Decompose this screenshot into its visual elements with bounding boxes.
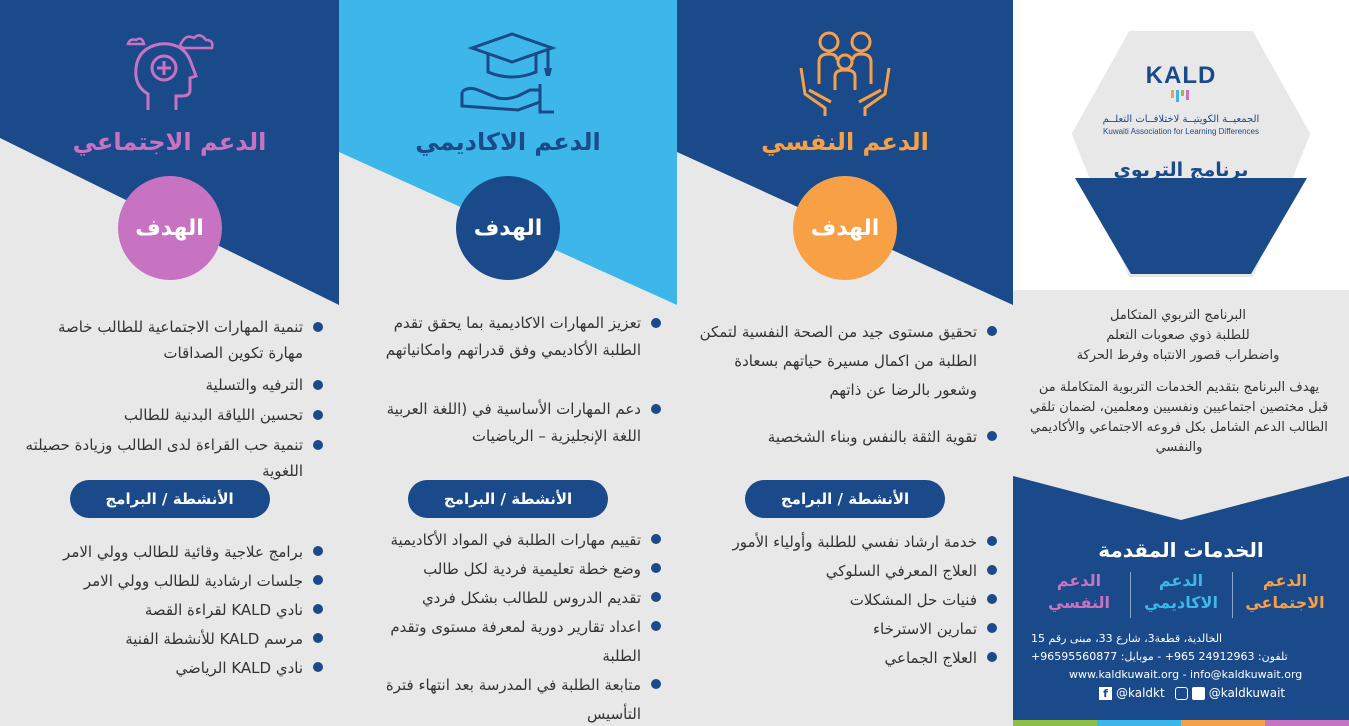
facebook-icon[interactable]: f xyxy=(1099,687,1112,700)
social-goals-list xyxy=(23,314,323,484)
social-activities-pill: الأنشطة / البرامج xyxy=(70,480,270,518)
color-bar-segment xyxy=(1265,720,1349,726)
program-intro xyxy=(1033,306,1323,366)
list-item: تحسين اللياقة البدنية للطالب xyxy=(23,402,323,428)
service-line: الاكاديمي xyxy=(1144,593,1218,612)
list-item: متابعة الطلبة في المدرسة بعد انتهاء فترة التأسيس xyxy=(361,671,661,726)
psych-goals-list xyxy=(697,318,997,452)
graduation-cap-hand-icon xyxy=(458,28,558,118)
service-line: الدعم xyxy=(1262,571,1308,590)
logo-color-bars-icon xyxy=(1161,90,1201,104)
logo-text: KALD xyxy=(1145,62,1217,89)
academic-goal-circle: الهدف xyxy=(456,176,560,280)
social-support-panel xyxy=(0,0,339,726)
services-title: الخدمات المقدمة xyxy=(1098,538,1264,562)
color-bar-segment xyxy=(1097,720,1181,726)
psych-goal-circle: الهدف xyxy=(793,176,897,280)
list-item: تنمية حب القراءة لدى الطالب وزيادة حصيلته اللغوية xyxy=(23,432,323,484)
social-handle-b[interactable]: @kaldkuwait xyxy=(1208,686,1286,700)
program-info-panel xyxy=(1013,0,1349,726)
social-title: الدعم الاجتماعي xyxy=(72,128,267,156)
service-line: الاجتماعي xyxy=(1245,593,1325,612)
program-title-line: المتكامل xyxy=(1140,189,1222,211)
service-line: الدعم xyxy=(1158,571,1204,590)
program-title xyxy=(1013,155,1349,215)
divider xyxy=(1232,572,1233,618)
address: الخالدية، قطعة3، شارع 33، مبنى رقم 15 xyxy=(1031,632,1223,645)
academic-activities-list xyxy=(361,526,661,726)
list-item: تقوية الثقة بالنفس وبناء الشخصية xyxy=(697,423,997,452)
color-bar-segment xyxy=(1181,720,1265,726)
academic-goals-list xyxy=(361,310,661,450)
list-item: خدمة ارشاد نفسي للطلبة وأولياء الأمور xyxy=(697,528,997,557)
psych-activities-list xyxy=(697,528,997,673)
phone: تلفون: 24912963 965+ - موبايل: 96595560877+ xyxy=(1031,650,1288,663)
psych-activities-pill: الأنشطة / البرامج xyxy=(745,480,945,518)
list-item: العلاج المعرفي السلوكي xyxy=(697,557,997,586)
divider xyxy=(1130,572,1131,618)
social-goal-circle: الهدف xyxy=(118,176,222,280)
list-item: تعزيز المهارات الاكاديمية بما يحقق تقدم الطلبة الأكاديمي وفق قدراتهم وامكانياتهم xyxy=(361,310,661,364)
logo-english-name: Kuwaiti Association for Learning Differences xyxy=(1103,127,1259,136)
family-hands-icon xyxy=(795,28,895,118)
list-item: وضع خطة تعليمية فردية لكل طالب xyxy=(361,555,661,584)
intro-line: واضطراب قصور الانتباه وفرط الحركة xyxy=(1076,348,1280,363)
twitter-icon[interactable] xyxy=(1192,687,1205,700)
list-item: فنيات حل المشكلات xyxy=(697,586,997,615)
social-handle-a[interactable]: @kaldkt xyxy=(1116,686,1165,700)
list-item: تنمية المهارات الاجتماعية للطالب خاصة مهارة تكوين الصداقات xyxy=(23,314,323,366)
list-item: جلسات ارشادية للطالب وولي الامر xyxy=(23,567,323,596)
list-item: تحقيق مستوى جيد من الصحة النفسية لتمكن الطلبة من اكمال مسيرة حياتهم بسعادة وشعور بالرضا عن ذاتهم xyxy=(697,318,997,405)
service-academic xyxy=(1137,570,1225,614)
color-bar-segment xyxy=(1013,720,1097,726)
service-line: الدعم xyxy=(1056,571,1102,590)
list-item: نادي KALD لقراءة القصة xyxy=(23,596,323,625)
list-item: دعم المهارات الأساسية في (اللغة العربية اللغة الإنجليزية – الرياضيات xyxy=(361,396,661,450)
logo-arabic-name: الجمعيــة الكويتيــة لاختلافــات التعلــم xyxy=(1102,114,1260,125)
list-item: مرسم KALD للأنشطة الفنية xyxy=(23,625,323,654)
program-title-line: برنامج التربوي xyxy=(1113,159,1249,181)
kald-logo xyxy=(1013,62,1349,136)
program-description: يهدف البرنامج بتقديم الخدمات التربوية المتكاملة من قبل مختصين اجتماعيين ونفسيين ومعلمين، لضمان تلقي الطالب الدعم الشامل بكل فروعه الاجتماعي والأكاديمي والنفسي xyxy=(1029,380,1329,455)
social-handles xyxy=(1099,686,1285,700)
psychological-support-panel xyxy=(677,0,1013,726)
service-psych xyxy=(1035,570,1123,614)
list-item: تقديم الدروس للطالب بشكل فردي xyxy=(361,584,661,613)
list-item: تقييم مهارات الطلبة في المواد الأكاديمية xyxy=(361,526,661,555)
list-item: العلاج الجماعي xyxy=(697,644,997,673)
list-item: برامج علاجية وقائية للطالب وولي الامر xyxy=(23,538,323,567)
website-email[interactable]: www.kaldkuwait.org - info@kaldkuwait.org xyxy=(1069,668,1303,681)
service-line: النفسي xyxy=(1047,593,1110,612)
service-social xyxy=(1241,570,1329,614)
academic-support-panel xyxy=(339,0,677,726)
psych-title: الدعم النفسي xyxy=(761,128,929,156)
list-item: تمارين الاسترخاء xyxy=(697,615,997,644)
instagram-icon[interactable] xyxy=(1175,687,1188,700)
list-item: نادي KALD الرياضي xyxy=(23,654,323,683)
list-item: الترفيه والتسلية xyxy=(23,372,323,398)
academic-activities-pill: الأنشطة / البرامج xyxy=(408,480,608,518)
head-plus-icon xyxy=(120,28,220,118)
intro-line: البرنامج التربوي المتكامل xyxy=(1109,308,1246,323)
intro-line: للطلبة ذوي صعوبات التعلم xyxy=(1106,328,1250,343)
social-activities-list xyxy=(23,538,323,683)
academic-title: الدعم الاكاديمي xyxy=(415,128,601,156)
list-item: اعداد تقارير دورية لمعرفة مستوى وتقدم الطلبة xyxy=(361,613,661,671)
